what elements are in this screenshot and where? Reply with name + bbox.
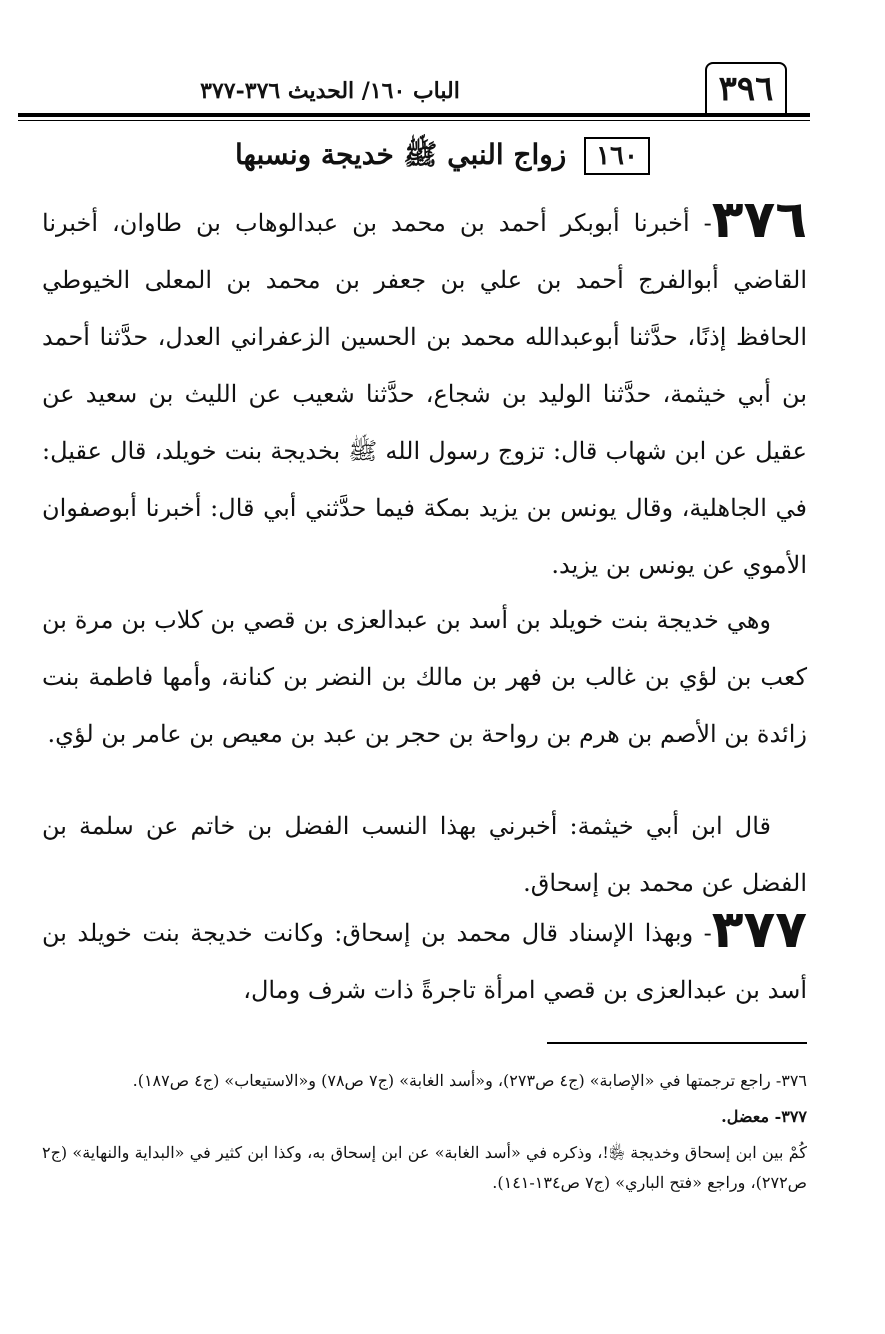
hadith-376-number: ٣٧٦ bbox=[711, 190, 807, 250]
hadith-376-text: - أخبرنا أبوبكر أحمد بن محمد بن عبدالوهاب بن طاوان، أخبرنا القاضي أبوالفرج أحمد بن علي بن جعفر بن محمد بن المعلى الخيوطي الحافظ إذنًا، حدَّثنا أبوعبدالله محمد بن الحسين الزعفراني العدل، حدَّثنا أحمد بن أبي خيثمة، حدَّثنا الوليد بن شجاع، حدَّثنا شعيب عن الليث بن سعيد عن عقيل عن ابن شهاب قال: تزوج رسول الله ﷺ بخديجة بنت خويلد، قال عقيل: في الجاهلية، وقال يونس بن يزيد بمكة فيما حدَّثني أبي قال: أخبرنا أبوصفوان الأموي عن يونس بن يزيد. bbox=[42, 209, 808, 579]
hadith-377-text: - وبهذا الإسناد قال محمد بن إسحاق: وكانت خديجة بنت خويلد بن أسد بن عبدالعزى بن قصي امرأة تاجرةً ذات شرف ومال، bbox=[42, 919, 807, 1004]
page-number: ٣٩٦ bbox=[705, 62, 787, 114]
header-rule-thick bbox=[18, 113, 810, 117]
chapter-title: زواج النبي ﷺ خديجة ونسبها bbox=[235, 138, 567, 171]
footnote-377-note: كُمْ بين ابن إسحاق وخديجة ﵂!، وذكره في «أسد الغابة» عن ابن إسحاق به، وكذا ابن كثير في «البداية والنهاية» (ج٢ ص٢٧٢)، وراجع «فتح الباري» (ج٧ ص١٣٤-١٤١). bbox=[42, 1143, 807, 1192]
chapter-heading bbox=[0, 137, 885, 178]
hadith-377-paragraph bbox=[42, 900, 807, 1019]
header-rule-thin bbox=[18, 120, 810, 121]
hadith-377-number: ٣٧٧ bbox=[711, 900, 807, 960]
footnotes bbox=[42, 1066, 807, 1204]
footnote-376: ٣٧٦- راجع ترجمتها في «الإصابة» (ج٤ ص٢٧٣)، و«أسد الغابة» (ج٧ ص٧٨) و«الاستيعاب» (ج٤ ص١٨٧). bbox=[132, 1071, 807, 1090]
footnote-377: ٣٧٧- معضل. bbox=[721, 1107, 807, 1126]
chapter-number: ١٦٠ bbox=[584, 137, 650, 175]
running-head: الباب ١٦٠/ الحديث ٣٧٦-٣٧٧ bbox=[200, 78, 460, 104]
hadith-376-paragraph bbox=[42, 190, 808, 594]
ibn-abi-khaythama-paragraph: قال ابن أبي خيثمة: أخبرني بهذا النسب الفضل بن خاتم عن سلمة بن الفضل عن محمد بن إسحاق. bbox=[42, 812, 807, 897]
footnote-separator bbox=[547, 1042, 807, 1044]
lineage-paragraph: وهي خديجة بنت خويلد بن أسد بن عبدالعزى بن قصي بن كلاب بن مرة بن كعب بن لؤي بن غالب بن فهر بن مالك بن النضر بن كنانة، وأمها فاطمة بنت زائدة بن الأصم بن هرم بن رواحة بن حجر بن عبد بن معيص بن عامر بن لؤي. bbox=[42, 606, 807, 748]
